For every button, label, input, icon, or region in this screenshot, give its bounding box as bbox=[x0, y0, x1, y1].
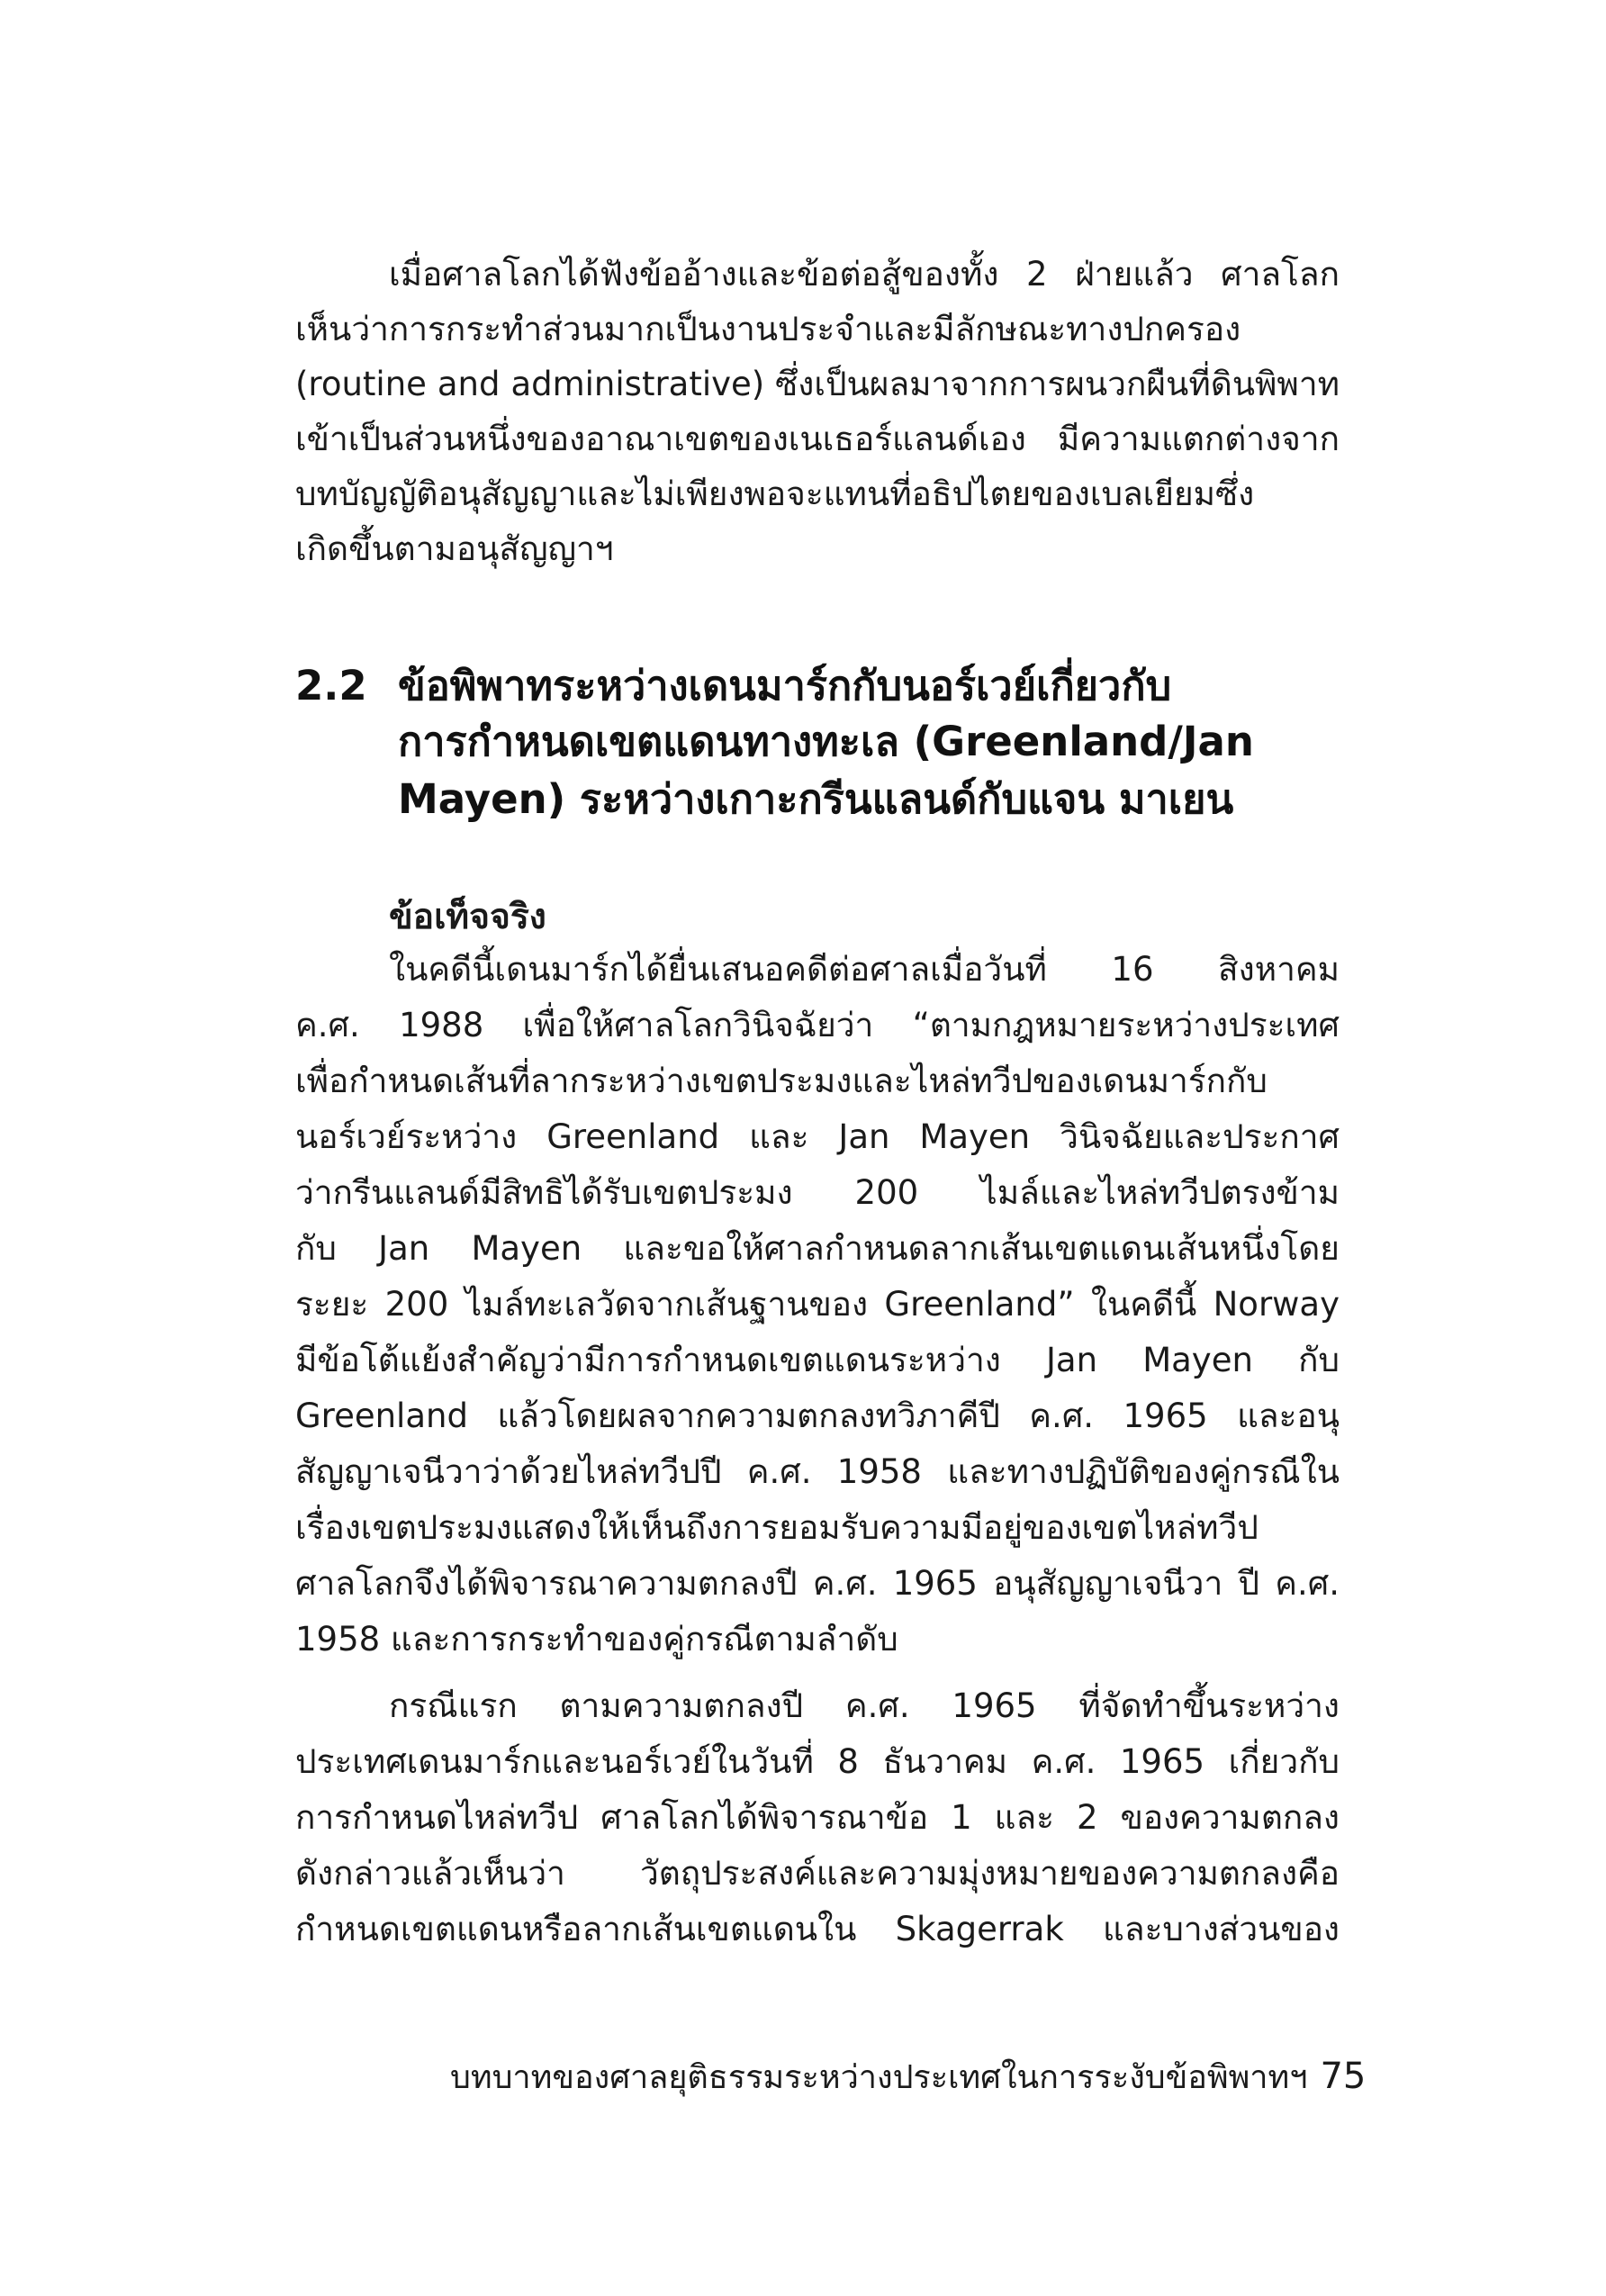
paragraph-3-line: กำหนดเขตแดนหรือลากเส้นเขตแดนใน Skagerrak และบางส่วนของ bbox=[295, 1910, 1340, 1948]
paragraph-2-line: สัญญาเจนีวาว่าด้วยไหล่ทวีปปี ค.ศ. 1958 และทางปฏิบัติของคู่กรณีใน bbox=[295, 1452, 1340, 1491]
paragraph-3-line: การกำหนดไหล่ทวีป ศาลโลกได้พิจารณาข้อ 1 และ 2 ของความตกลง bbox=[295, 1798, 1340, 1837]
facts-heading: ข้อเท็จจริง bbox=[389, 897, 546, 937]
paragraph-2-line: ระยะ 200 ไมล์ทะเลวัดจากเส้นฐานของ Greenland” ในคดีนี้ Norway bbox=[295, 1285, 1340, 1324]
paragraph-2-line: Greenland แล้วโดยผลจากความตกลงทวิภาคีปี ค.ศ. 1965 และอนุ bbox=[295, 1397, 1340, 1435]
section-heading-line: ข้อพิพาทระหว่างเดนมาร์กกับนอร์เวย์เกี่ยวกับ bbox=[398, 662, 1172, 710]
paragraph-3-line: ประเทศเดนมาร์กและนอร์เวย์ในวันที่ 8 ธันวาคม ค.ศ. 1965 เกี่ยวกับ bbox=[295, 1742, 1340, 1781]
running-title: บทบาทของศาลยุติธรรมระหว่างประเทศในการระงับข้อพิพาทฯ bbox=[450, 2059, 1308, 2096]
paragraph-2-line: นอร์เวย์ระหว่าง Greenland และ Jan Mayen วินิจฉัยและประกาศ bbox=[295, 1117, 1340, 1156]
paragraph-1-line: เกิดขึ้นตามอนุสัญญาฯ bbox=[295, 529, 614, 568]
paragraph-2-line: 1958 และการกระทำของคู่กรณีตามลำดับ bbox=[295, 1620, 898, 1659]
section-heading-line: การกำหนดเขตแดนทางทะเล (Greenland/Jan bbox=[398, 718, 1254, 765]
paragraph-2-line: ค.ศ. 1988 เพื่อให้ศาลโลกวินิจฉัยว่า “ตามกฎหมายระหว่างประเทศ bbox=[295, 1006, 1340, 1044]
paragraph-2-line: มีข้อโต้แย้งสำคัญว่ามีการกำหนดเขตแดนระหว่าง Jan Mayen กับ bbox=[295, 1341, 1340, 1379]
paragraph-1-line: เห็นว่าการกระทำส่วนมากเป็นงานประจำและมีลักษณะทางปกครอง bbox=[295, 310, 1241, 348]
paragraph-2-line: กับ Jan Mayen และขอให้ศาลกำหนดลากเส้นเขตแดนเส้นหนึ่งโดย bbox=[295, 1229, 1340, 1268]
paragraph-3-line: กรณีแรก ตามความตกลงปี ค.ศ. 1965 ที่จัดทำขึ้นระหว่าง bbox=[389, 1686, 1340, 1725]
section-number: 2.2 bbox=[295, 662, 367, 710]
page-footer bbox=[450, 2055, 1367, 2100]
paragraph-1-line: บทบัญญัติอนุสัญญาและไม่เพียงพอจะแทนที่อธิปไตยของเบลเยียมซึ่ง bbox=[295, 475, 1255, 513]
paragraph-2-line: เรื่องเขตประมงแสดงให้เห็นถึงการยอมรับความมีอยู่ของเขตไหล่ทวีป bbox=[295, 1508, 1259, 1547]
page-number: 75 bbox=[1320, 2056, 1367, 2097]
paragraph-2-line: ศาลโลกจึงได้พิจารณาความตกลงปี ค.ศ. 1965 อนุสัญญาเจนีวา ปี ค.ศ. bbox=[295, 1564, 1340, 1603]
paragraph-1-line: เมื่อศาลโลกได้ฟังข้ออ้างและข้อต่อสู้ของทั้ง 2 ฝ่ายแล้ว ศาลโลก bbox=[389, 255, 1340, 294]
paragraph-1-line: (routine and administrative) ซึ่งเป็นผลมาจากการผนวกผืนที่ดินพิพาท bbox=[295, 365, 1340, 403]
paragraph-3-line: ดังกล่าวแล้วเห็นว่า วัตถุประสงค์และความมุ่งหมายของความตกลงคือ bbox=[295, 1854, 1340, 1893]
paragraph-2-line: ในคดีนี้เดนมาร์กได้ยื่นเสนอคดีต่อศาลเมื่อวันที่ 16 สิงหาคม bbox=[389, 950, 1340, 989]
paragraph-1-line: เข้าเป็นส่วนหนึ่งของอาณาเขตของเนเธอร์แลนด์เอง มีความแตกต่างจาก bbox=[295, 420, 1340, 458]
paragraph-2-line: ว่ากรีนแลนด์มีสิทธิได้รับเขตประมง 200 ไมล์และไหล่ทวีปตรงข้าม bbox=[295, 1173, 1340, 1212]
paragraph-2-line: เพื่อกำหนดเส้นที่ลากระหว่างเขตประมงและไหล่ทวีปของเดนมาร์กกับ bbox=[295, 1062, 1268, 1100]
section-heading-line: Mayen) ระหว่างเกาะกรีนแลนด์กับแจน มาเยน bbox=[398, 775, 1234, 823]
